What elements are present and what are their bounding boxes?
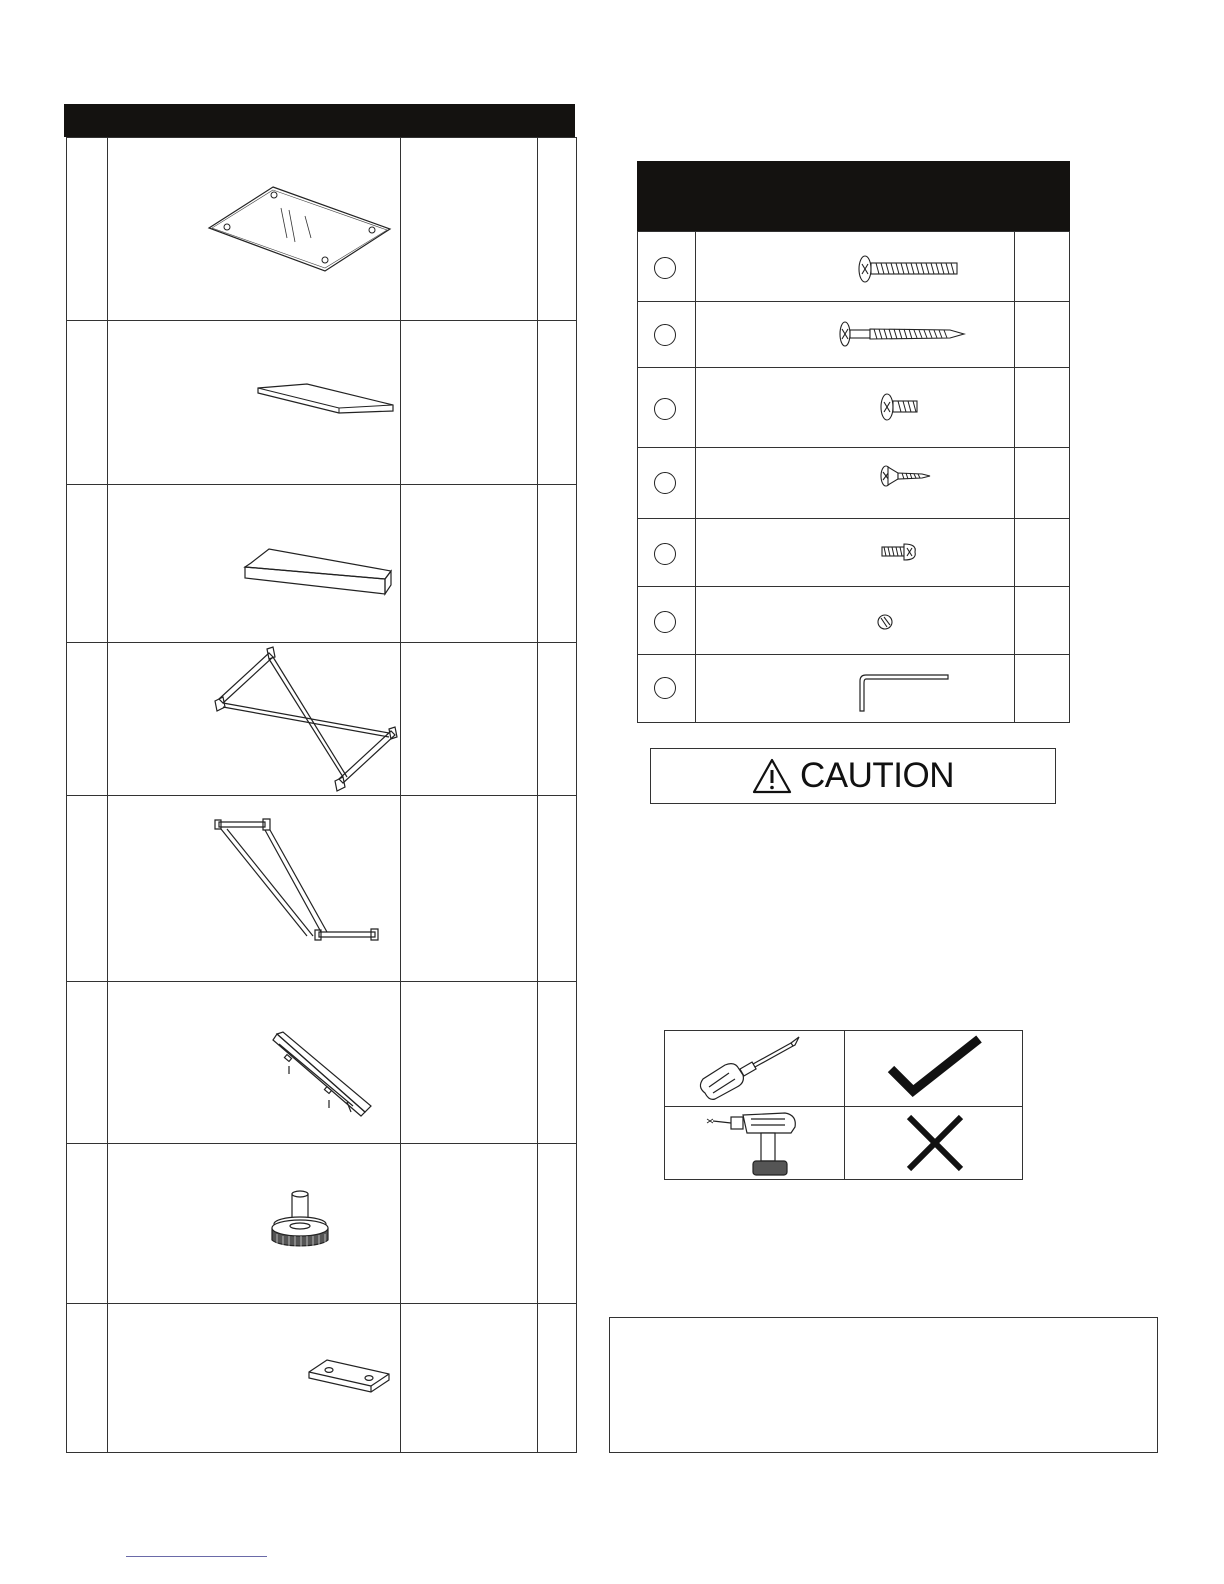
part-row xyxy=(67,981,576,1144)
item-letter-circle xyxy=(654,472,676,494)
x-frame-leg-icon xyxy=(215,647,397,791)
hardware-row xyxy=(638,586,1069,655)
thin-shelf-panel-icon xyxy=(257,383,397,419)
hardware-row xyxy=(638,301,1069,368)
drawer-slide-rail-icon xyxy=(269,1032,373,1118)
part-row xyxy=(67,320,576,485)
allen-key-icon xyxy=(856,665,952,715)
wood-screw-icon xyxy=(838,320,968,348)
warning-triangle-icon xyxy=(752,758,792,794)
caution-label: CAUTION xyxy=(800,756,954,795)
item-letter-circle xyxy=(654,677,676,699)
countersunk-screw-icon xyxy=(880,464,932,490)
part-row xyxy=(67,1303,576,1454)
glass-top-panel-icon xyxy=(207,186,397,276)
hardware-row xyxy=(638,231,1069,302)
short-bolt-icon xyxy=(878,392,922,422)
cross-icon xyxy=(905,1113,965,1173)
item-letter-circle xyxy=(654,611,676,633)
footer-link-underline[interactable] xyxy=(126,1556,267,1557)
thick-shelf-panel-icon xyxy=(245,545,395,605)
item-letter-circle xyxy=(654,324,676,346)
part-row xyxy=(67,642,576,796)
hardware-list-header-bar xyxy=(637,161,1070,231)
part-row xyxy=(67,795,576,982)
hardware-row xyxy=(638,654,1069,724)
part-row xyxy=(67,137,576,321)
power-drill-icon xyxy=(705,1109,805,1179)
caution-banner xyxy=(650,748,1056,804)
tools-table xyxy=(664,1030,1023,1180)
hardware-row xyxy=(638,518,1069,587)
item-letter-circle xyxy=(654,398,676,420)
long-bolt-icon xyxy=(856,254,960,284)
barrel-nut-icon xyxy=(876,613,896,633)
hardware-list-table xyxy=(637,231,1070,723)
item-letter-circle xyxy=(654,543,676,565)
part-row xyxy=(67,484,576,643)
pan-head-screw-icon xyxy=(881,541,917,563)
connector-plate-icon xyxy=(305,1358,395,1402)
parts-list-header-bar xyxy=(64,104,575,137)
x-frame-leg-icon xyxy=(215,818,379,944)
parts-list-table xyxy=(66,137,577,1453)
checkmark-icon xyxy=(887,1035,987,1101)
screwdriver-icon xyxy=(695,1035,815,1101)
leveling-foot-icon xyxy=(267,1190,357,1250)
part-row xyxy=(67,1143,576,1304)
item-letter-circle xyxy=(654,257,676,279)
hardware-row xyxy=(638,447,1069,519)
hardware-row xyxy=(638,367,1069,448)
note-box xyxy=(609,1317,1158,1453)
